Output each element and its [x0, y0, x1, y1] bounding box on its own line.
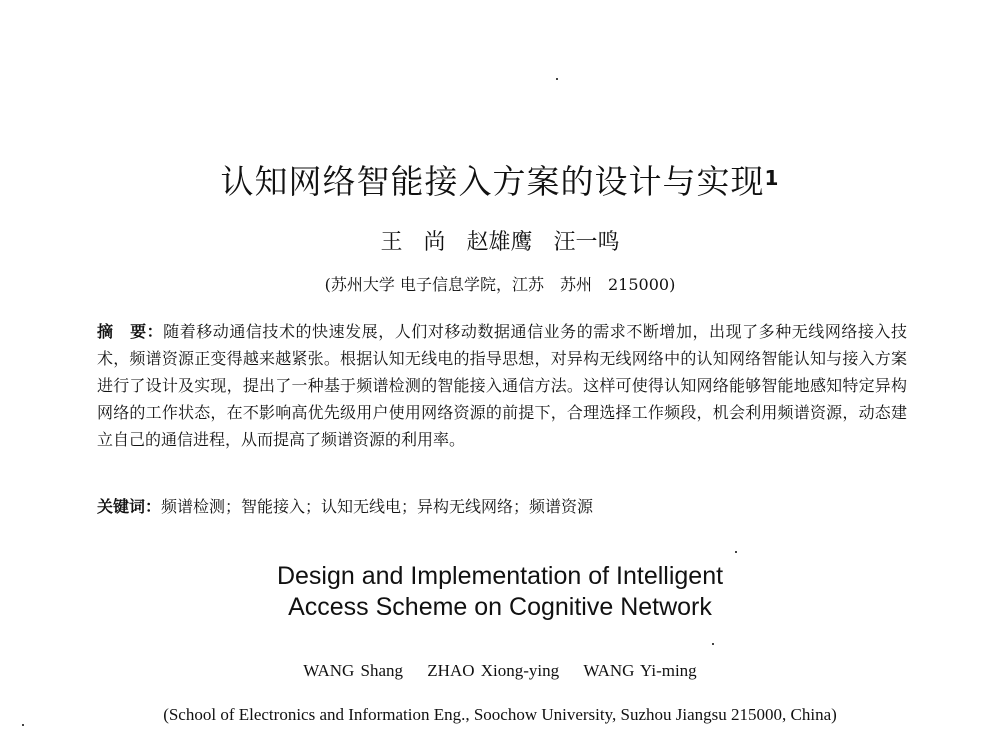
abstract-chinese [97, 318, 907, 453]
scan-speck [712, 643, 714, 645]
paper-title-chinese [0, 162, 1000, 202]
keywords-text: 频谱检测；智能接入；认知无线电；异构无线网络；频谱资源 [161, 497, 594, 516]
authors-chinese [0, 228, 1000, 258]
author-cn: 汪一鸣 [553, 230, 620, 255]
title-cn-text: 认知网络智能接入方案的设计与实现 [220, 162, 765, 201]
scan-speck [556, 78, 558, 80]
paper-title-english [0, 561, 1000, 623]
title-footnote-mark: 1 [764, 166, 780, 190]
scan-speck [735, 551, 737, 553]
author-cn: 王 尚 [380, 230, 446, 255]
keywords-chinese [97, 493, 907, 520]
keywords-label: 关键词： [97, 497, 162, 516]
abstract-label: 摘 要： [97, 322, 164, 341]
author-en: WANG Yi-ming [583, 661, 697, 680]
title-en-line: Design and Implementation of Intelligent [276, 562, 724, 590]
author-en: WANG Shang [303, 661, 404, 680]
affiliation-english: (School of Electronics and Information Eng., Soochow University, Suzhou Jiangsu 215000, China) [163, 705, 837, 724]
author-en: ZHAO Xiong-ying [427, 661, 560, 680]
author-cn: 赵雄鹰 [466, 230, 533, 255]
authors-english [0, 659, 1000, 683]
abstract-text: 随着移动通信技术的快速发展，人们对移动数据通信业务的需求不断增加，出现了多种无线网络接入技术，频谱资源正变得越来越紧张。根据认知无线电的指导思想，对异构无线网络中的认知网络智能认知与接入方案进行了设计及实现，提出了一种基于频谱检测的智能接入通信方法。这样可使得认知网络能够智能地感知特定异构网络的工作状态，在不影响高优先级用户使用网络资源的前提下，合理选择工作频段，机会利用频谱资源，动态建立自己的通信进程，从而提高了频谱资源的利用率。 [97, 322, 907, 449]
affiliation-chinese: (苏州大学 电子信息学院，江苏 苏州 215000) [324, 275, 676, 294]
title-en-line: Access Scheme on Cognitive Network [288, 593, 712, 621]
